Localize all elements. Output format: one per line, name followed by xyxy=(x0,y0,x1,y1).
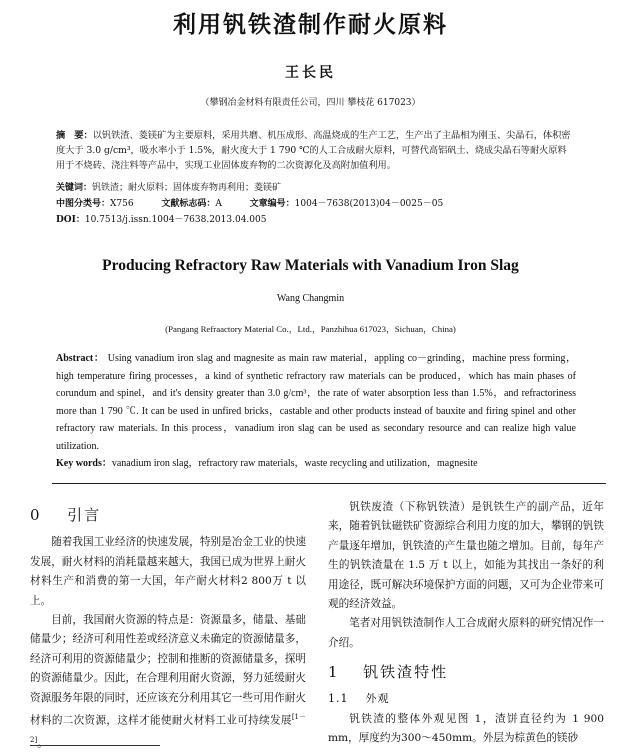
article-number-value: 1004－7638(2013)04－0025－05 xyxy=(294,199,444,209)
right-paragraph-1: 钒铁废渣（下称钒铁渣）是钒铁生产的副产品，近年来，随着钒钛磁铁矿资源综合利用力度的加大，攀钢的钒铁产量逐年增加，钒铁渣的产生量也随之增加。目前，每年产生的钒铁渣量在 1.5 万 t 以上，如能为其找出一条好的利用途径，既可解决环境保护方面的问题，又可为企业带来可观的经济效益。 xyxy=(328,501,604,611)
abstract-cn-text: 以钒铁渣、菱镁矿为主要原料，采用共磨、机压成形、高温烧成的生产工艺，生产出了主晶相为刚玉、尖晶石，体积密度大于 3.0 g/cm³，吸水率小于 1.5%，耐火度大于 1 790 ℃的人工合成耐火原料，可替代高铝矾土、烧成尖晶石等耐火原料用于不烧砖、浇注料等产品中，实现工业固体废弃物的二次资源化及高附加值利用。 xyxy=(56,130,571,171)
keywords-en-label: Key words： xyxy=(56,458,112,469)
keywords-cn xyxy=(56,181,576,195)
citation: [1－2] xyxy=(30,713,306,744)
keywords-en-text: vanadium iron slag，refractory raw materials，waste recycling and utilization，magnesite xyxy=(111,458,478,469)
article-number-label: 文章编号： xyxy=(249,199,295,209)
left-paragraph-2-end: 。 xyxy=(37,737,48,750)
section-1-number: 1 xyxy=(328,663,340,682)
left-paragraph-2-text: 目前，我国耐火资源的特点是：资源量多，储量、基础储量少；经济可利用性差或经济意义未确定的资源储量多，经济可利用的资源储量少；控制和推断的资源储量多，探明的资源储量少。因此，在合理利用耐火资源，努力延缓耐火资源服务年限的同时，还应该充分利用其它一些可用作耐火材料的二次资源，这样才能使耐火材料工业可持续发展 xyxy=(30,614,306,727)
page-title: 利用钒铁渣制作耐火原料 xyxy=(173,11,448,38)
abstract-en-text: Using vanadium iron slag and magnesite as main raw material，appling co－grinding，machine press forming，high temperature firing processes，a kind of synthetic refractory raw materials can be produced，which has main phases of corundum and spinel，and it's density greater than 3.0 g/cm³，the rate of water absorption less than 1.5%，and refractoriness more than 1 790 ℃. It can be used in unfired bricks，castable and other products instead of bauxite and firing spinel and other refractory raw materials. In this process，vanadium iron slag can be used as secondary resource and can realize high value utilization. xyxy=(56,353,576,452)
doc-code-label: 文献标志码： xyxy=(161,199,216,209)
abstract-cn-label: 摘 要： xyxy=(56,130,93,141)
right-column xyxy=(328,498,604,749)
section-1-title: 钒铁渣特性 xyxy=(363,663,449,682)
section-1-1-number: 1.1 xyxy=(328,691,349,705)
section-1-1-title: 外观 xyxy=(365,691,390,705)
right-paragraph-3: 钒铁渣的整体外观见图 1，渣饼直径约为 1 900 mm，厚度约为300～450mm。外层为棕黄色的镁砂 xyxy=(328,713,604,745)
footnote-rule xyxy=(30,745,160,746)
left-paragraph-1: 随着我国工业经济的快速发展，特别是冶金工业的快速发展，耐火材料的消耗量越来越大，我国已成为世界上耐火材料生产和消费的第一大国，年产耐火材料2 800万 t 以上。 xyxy=(30,536,306,607)
section-1-heading xyxy=(328,663,604,682)
section-0-number: 0 xyxy=(30,506,42,524)
section-divider xyxy=(52,483,606,484)
left-paragraph-2 xyxy=(30,611,306,754)
doi-value: 10.7513/j.issn.1004－7638.2013.04.005 xyxy=(84,215,267,225)
english-affiliation: (Pangang Refraactory Material Co.，Ltd.，Panzhihua 617023，Sichuan，China) xyxy=(165,324,456,334)
classification-line xyxy=(56,197,576,211)
clc-label: 中图分类号： xyxy=(56,199,111,209)
doi-label: DOI： xyxy=(56,215,85,225)
keywords-cn-text: 钒铁渣；耐火原料；固体废弃物再利用；菱镁矿 xyxy=(92,183,282,193)
section-0-title: 引言 xyxy=(67,506,102,524)
left-column xyxy=(30,506,306,754)
keywords-cn-label: 关键词： xyxy=(56,183,93,193)
abstract-en xyxy=(56,350,576,473)
clc-value: X756 xyxy=(110,199,134,209)
abstract-en-label: Abstract： xyxy=(56,353,105,364)
doc-code-value: A xyxy=(215,199,222,209)
doi-line xyxy=(56,213,576,227)
english-author: Wang Changmin xyxy=(276,293,345,304)
author: 王长民 xyxy=(285,65,336,81)
english-title: Producing Refractory Raw Materials with Vanadium Iron Slag xyxy=(102,257,519,274)
right-paragraph-2: 笔者对用钒铁渣制作人工合成耐火原料的研究情况作一介绍。 xyxy=(328,617,604,649)
section-0-heading xyxy=(30,506,306,525)
affiliation: （攀钢冶金材料有限责任公司，四川 攀枝花 617023） xyxy=(200,98,421,108)
abstract-cn xyxy=(56,128,574,173)
section-1-1-heading xyxy=(328,689,604,708)
